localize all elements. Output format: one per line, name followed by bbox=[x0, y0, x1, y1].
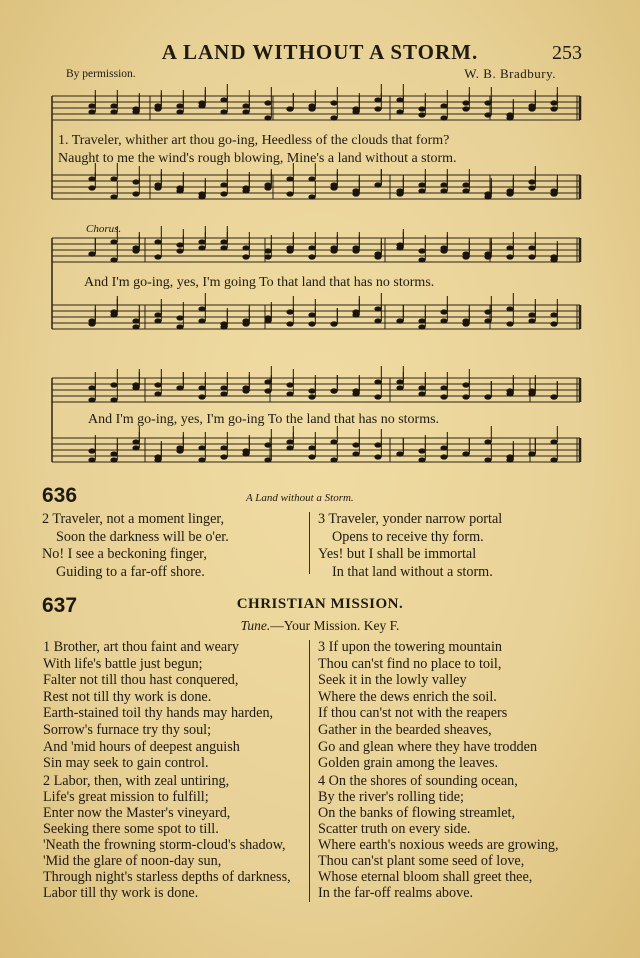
note-head bbox=[374, 379, 381, 384]
note-head bbox=[506, 306, 513, 311]
note-head bbox=[308, 445, 315, 450]
note-head bbox=[484, 309, 491, 314]
note-head bbox=[176, 248, 183, 253]
verse-line: In the far-off realms above. bbox=[318, 885, 474, 901]
note-head bbox=[88, 109, 95, 114]
note-head bbox=[550, 106, 557, 111]
note-head bbox=[308, 312, 315, 317]
note-head bbox=[110, 457, 117, 462]
note-head bbox=[506, 388, 513, 393]
note-head bbox=[484, 439, 491, 444]
note-head bbox=[220, 454, 227, 459]
note-head bbox=[330, 388, 337, 393]
verse-line: By the river's rolling tide; bbox=[318, 789, 464, 805]
hymn-title: A LAND WITHOUT A STORM. bbox=[161, 40, 479, 64]
note-head bbox=[88, 448, 95, 453]
note-head bbox=[176, 315, 183, 320]
note-head bbox=[176, 188, 183, 193]
note-head bbox=[132, 439, 139, 444]
tune-value: —Your Mission. Key F. bbox=[270, 618, 400, 633]
note-head bbox=[264, 254, 271, 259]
note-head bbox=[462, 451, 469, 456]
verse-line: Seeking there some spot to till. bbox=[43, 821, 219, 837]
note-head bbox=[132, 445, 139, 450]
note-head bbox=[132, 324, 139, 329]
note-head bbox=[352, 109, 359, 114]
note-head bbox=[440, 248, 447, 253]
note-head bbox=[528, 103, 535, 108]
verse-line: 3 Traveler, yonder narrow portal bbox=[318, 511, 503, 527]
note-head bbox=[308, 194, 315, 199]
note-head bbox=[286, 176, 293, 181]
note-head bbox=[484, 394, 491, 399]
note-head bbox=[286, 309, 293, 314]
note-head bbox=[242, 318, 249, 323]
note-head bbox=[264, 100, 271, 105]
note-head bbox=[374, 97, 381, 102]
note-head bbox=[418, 257, 425, 262]
note-head bbox=[528, 185, 535, 190]
note-head bbox=[374, 442, 381, 447]
note-head bbox=[176, 448, 183, 453]
verse-line: Go and glean where they have trodden bbox=[318, 738, 538, 755]
verse-line: Golden grain among the leaves. bbox=[318, 755, 499, 772]
note-head bbox=[352, 451, 359, 456]
column-divider-637 bbox=[309, 640, 310, 902]
note-head bbox=[308, 321, 315, 326]
note-head bbox=[528, 245, 535, 250]
note-head bbox=[154, 312, 161, 317]
verse-line: Soon the darkness will be o'er. bbox=[56, 528, 229, 545]
note-head bbox=[198, 306, 205, 311]
note-head bbox=[308, 388, 315, 393]
note-head bbox=[352, 191, 359, 196]
note-head bbox=[352, 245, 359, 250]
note-head bbox=[242, 109, 249, 114]
note-head bbox=[484, 100, 491, 105]
note-head bbox=[506, 115, 513, 120]
note-head bbox=[110, 397, 117, 402]
note-head bbox=[132, 318, 139, 323]
note-head bbox=[506, 191, 513, 196]
note-head bbox=[220, 391, 227, 396]
note-head bbox=[220, 109, 227, 114]
note-head bbox=[88, 385, 95, 390]
chorus-label: Chorus. bbox=[86, 223, 122, 235]
note-head bbox=[462, 251, 469, 256]
note-head bbox=[220, 245, 227, 250]
note-head bbox=[198, 394, 205, 399]
verse-line: Earth-stained toil thy hands may harden, bbox=[43, 705, 274, 722]
verse-line: Opens to receive thy form. bbox=[332, 528, 484, 545]
note-head bbox=[154, 391, 161, 396]
note-head bbox=[242, 103, 249, 108]
note-head bbox=[132, 179, 139, 184]
note-head bbox=[440, 394, 447, 399]
note-head bbox=[374, 106, 381, 111]
note-head bbox=[198, 245, 205, 250]
note-head bbox=[550, 191, 557, 196]
note-head bbox=[550, 394, 557, 399]
note-head bbox=[110, 239, 117, 244]
note-head bbox=[198, 103, 205, 108]
verse-line: Guiding to a far-off shore. bbox=[56, 563, 205, 580]
note-head bbox=[462, 106, 469, 111]
note-head bbox=[484, 457, 491, 462]
note-head bbox=[374, 454, 381, 459]
note-head bbox=[330, 457, 337, 462]
note-head bbox=[440, 309, 447, 314]
hymn-636-number: 636 bbox=[42, 484, 78, 507]
verse-line: Seek it in the lowly valley bbox=[318, 672, 467, 689]
verse-line: Where the dews enrich the soil. bbox=[318, 688, 497, 705]
note-head bbox=[264, 185, 271, 190]
note-head bbox=[110, 451, 117, 456]
note-head bbox=[418, 385, 425, 390]
note-head bbox=[88, 185, 95, 190]
note-head bbox=[396, 245, 403, 250]
note-head bbox=[176, 109, 183, 114]
lyric-line-1: 1. Traveler, whither art thou go-ing, Heedless of the clouds that form? bbox=[58, 133, 450, 148]
note-head bbox=[550, 312, 557, 317]
note-head bbox=[528, 391, 535, 396]
note-head bbox=[418, 112, 425, 117]
note-head bbox=[88, 457, 95, 462]
note-head bbox=[242, 254, 249, 259]
verse-line: Scatter truth on every side. bbox=[318, 821, 471, 837]
note-head bbox=[88, 251, 95, 256]
note-head bbox=[154, 103, 161, 108]
note-head bbox=[308, 176, 315, 181]
verse-line: Gather in the bearded sheaves, bbox=[318, 722, 492, 738]
note-head bbox=[374, 254, 381, 259]
note-head bbox=[440, 445, 447, 450]
note-head bbox=[220, 324, 227, 329]
note-head bbox=[220, 445, 227, 450]
note-head bbox=[462, 394, 469, 399]
note-head bbox=[176, 324, 183, 329]
note-head bbox=[506, 457, 513, 462]
note-head bbox=[484, 112, 491, 117]
verse-line: Enter now the Master's vineyard, bbox=[43, 805, 231, 821]
verse-line: 4 On the shores of sounding ocean, bbox=[318, 773, 518, 789]
note-head bbox=[396, 318, 403, 323]
note-head bbox=[154, 318, 161, 323]
note-head bbox=[264, 318, 271, 323]
note-head bbox=[242, 385, 249, 390]
hymn-636-subtitle: A Land without a Storm. bbox=[246, 492, 354, 504]
verse-line: Thou can'st plant some seed of love, bbox=[318, 853, 525, 869]
verse-line: 3 If upon the towering mountain bbox=[318, 639, 503, 655]
note-head bbox=[132, 385, 139, 390]
note-head bbox=[374, 306, 381, 311]
verse-line: Through night's starless depths of darkness, bbox=[43, 869, 291, 885]
note-head bbox=[506, 321, 513, 326]
note-head bbox=[550, 439, 557, 444]
verse-line: Thou can'st find no place to toil, bbox=[318, 655, 502, 672]
note-head bbox=[462, 182, 469, 187]
note-head bbox=[242, 451, 249, 456]
note-head bbox=[374, 182, 381, 187]
note-head bbox=[396, 379, 403, 384]
note-head bbox=[418, 457, 425, 462]
note-head bbox=[286, 382, 293, 387]
note-head bbox=[330, 439, 337, 444]
note-head bbox=[528, 254, 535, 259]
note-head bbox=[198, 239, 205, 244]
page-number: 253 bbox=[552, 42, 582, 64]
note-head bbox=[286, 191, 293, 196]
note-head bbox=[264, 248, 271, 253]
note-head bbox=[308, 254, 315, 259]
verse-line: 2 Labor, then, with zeal untiring, bbox=[43, 773, 230, 789]
note-head bbox=[396, 451, 403, 456]
note-head bbox=[110, 312, 117, 317]
note-head bbox=[286, 391, 293, 396]
verse-line: Labor till thy work is done. bbox=[43, 885, 199, 901]
verse-line: Rest not till thy work is done. bbox=[43, 688, 212, 705]
verse-line: Sin may seek to gain control. bbox=[43, 755, 209, 772]
note-head bbox=[198, 445, 205, 450]
note-head bbox=[176, 242, 183, 247]
note-head bbox=[132, 248, 139, 253]
note-head bbox=[418, 182, 425, 187]
note-head bbox=[110, 103, 117, 108]
note-head bbox=[264, 379, 271, 384]
note-head bbox=[352, 312, 359, 317]
note-head bbox=[528, 312, 535, 317]
note-head bbox=[286, 321, 293, 326]
note-head bbox=[330, 321, 337, 326]
note-head bbox=[286, 248, 293, 253]
note-head bbox=[396, 97, 403, 102]
note-head bbox=[506, 254, 513, 259]
note-head bbox=[198, 318, 205, 323]
note-head bbox=[242, 245, 249, 250]
note-head bbox=[462, 321, 469, 326]
note-head bbox=[308, 245, 315, 250]
note-head bbox=[110, 176, 117, 181]
note-head bbox=[110, 109, 117, 114]
note-head bbox=[110, 257, 117, 262]
note-head bbox=[550, 100, 557, 105]
note-head bbox=[440, 182, 447, 187]
note-head bbox=[418, 106, 425, 111]
note-head bbox=[418, 248, 425, 253]
verse-line: 'Mid the glare of noon-day sun, bbox=[43, 853, 222, 869]
composer-credit: W. B. Bradbury. bbox=[464, 66, 556, 81]
note-head bbox=[440, 103, 447, 108]
note-head bbox=[418, 448, 425, 453]
column-divider bbox=[309, 512, 310, 574]
note-head bbox=[484, 194, 491, 199]
note-head bbox=[110, 194, 117, 199]
note-head bbox=[440, 318, 447, 323]
note-head bbox=[154, 239, 161, 244]
note-head bbox=[440, 115, 447, 120]
note-head bbox=[154, 457, 161, 462]
note-head bbox=[374, 318, 381, 323]
note-head bbox=[220, 385, 227, 390]
verse-line: If thou can'st not with the reapers bbox=[318, 705, 508, 722]
tune-line bbox=[0, 618, 640, 634]
verse-line: Where earth's noxious weeds are growing, bbox=[318, 837, 559, 853]
permission-note: By permission. bbox=[66, 68, 136, 80]
note-head bbox=[550, 321, 557, 326]
note-head bbox=[462, 382, 469, 387]
note-head bbox=[484, 254, 491, 259]
note-head bbox=[418, 324, 425, 329]
note-head bbox=[440, 454, 447, 459]
note-head bbox=[528, 451, 535, 456]
note-head bbox=[330, 185, 337, 190]
note-head bbox=[352, 442, 359, 447]
note-head bbox=[286, 439, 293, 444]
note-head bbox=[396, 385, 403, 390]
note-head bbox=[132, 109, 139, 114]
note-head bbox=[550, 257, 557, 262]
verse-line: Yes! but I shall be immortal bbox=[318, 546, 477, 562]
chorus-lyric-1: And I'm go-ing, yes, I'm going To that land that has no storms. bbox=[84, 275, 435, 290]
note-head bbox=[264, 388, 271, 393]
note-head bbox=[220, 191, 227, 196]
verse-line: Falter not till thou hast conquered, bbox=[43, 672, 239, 689]
note-head bbox=[88, 397, 95, 402]
verse-line: And 'mid hours of deepest anguish bbox=[43, 738, 240, 755]
tune-label: Tune. bbox=[240, 618, 271, 633]
verse-line: In that land without a storm. bbox=[332, 563, 493, 580]
verse-line: Sorrow's furnace try thy soul; bbox=[43, 722, 212, 738]
note-head bbox=[330, 248, 337, 253]
note-head bbox=[418, 391, 425, 396]
verse-line: No! I see a beckoning finger, bbox=[42, 546, 207, 562]
verse-line: With life's battle just begun; bbox=[43, 655, 203, 672]
note-head bbox=[484, 318, 491, 323]
note-head bbox=[220, 239, 227, 244]
note-head bbox=[286, 106, 293, 111]
hymn-637-number: 637 bbox=[42, 594, 78, 617]
verse-line: Life's great mission to fulfill; bbox=[43, 789, 209, 805]
note-head bbox=[308, 454, 315, 459]
note-head bbox=[264, 115, 271, 120]
note-head bbox=[88, 103, 95, 108]
note-head bbox=[88, 318, 95, 323]
note-head bbox=[528, 318, 535, 323]
note-head bbox=[198, 194, 205, 199]
note-head bbox=[264, 457, 271, 462]
verse-line: 1 Brother, art thou faint and weary bbox=[43, 639, 240, 655]
note-head bbox=[176, 385, 183, 390]
note-head bbox=[374, 394, 381, 399]
note-head bbox=[462, 188, 469, 193]
note-head bbox=[440, 385, 447, 390]
note-head bbox=[308, 394, 315, 399]
note-head bbox=[154, 254, 161, 259]
verse-line: Whose eternal bloom shall greet thee, bbox=[318, 869, 533, 885]
note-head bbox=[220, 97, 227, 102]
verse-line: 'Neath the frowning storm-cloud's shadow, bbox=[43, 837, 286, 853]
note-head bbox=[396, 191, 403, 196]
note-head bbox=[462, 100, 469, 105]
note-head bbox=[88, 176, 95, 181]
note-head bbox=[220, 182, 227, 187]
note-head bbox=[330, 115, 337, 120]
hymn-637-title: CHRISTIAN MISSION. bbox=[236, 596, 404, 612]
note-head bbox=[264, 442, 271, 447]
note-head bbox=[198, 457, 205, 462]
note-head bbox=[154, 382, 161, 387]
note-head bbox=[308, 106, 315, 111]
note-head bbox=[154, 185, 161, 190]
note-head bbox=[198, 385, 205, 390]
verse-line: 2 Traveler, not a moment linger, bbox=[42, 511, 225, 527]
note-head bbox=[286, 445, 293, 450]
note-head bbox=[330, 100, 337, 105]
note-head bbox=[132, 191, 139, 196]
note-head bbox=[418, 188, 425, 193]
note-head bbox=[176, 103, 183, 108]
verse-line: On the banks of flowing streamlet, bbox=[318, 805, 516, 821]
note-head bbox=[242, 185, 249, 190]
note-head bbox=[440, 188, 447, 193]
note-head bbox=[550, 457, 557, 462]
lyric-line-2: Naught to me the wind's rough blowing, Mine's a land without a storm. bbox=[58, 151, 457, 166]
note-head bbox=[110, 382, 117, 387]
note-head bbox=[506, 245, 513, 250]
note-head bbox=[396, 109, 403, 114]
note-head bbox=[352, 388, 359, 393]
note-head bbox=[418, 318, 425, 323]
chorus-lyric-2: And I'm go-ing, yes, I'm go-ing To the land that has no storms. bbox=[88, 412, 440, 427]
note-head bbox=[528, 179, 535, 184]
